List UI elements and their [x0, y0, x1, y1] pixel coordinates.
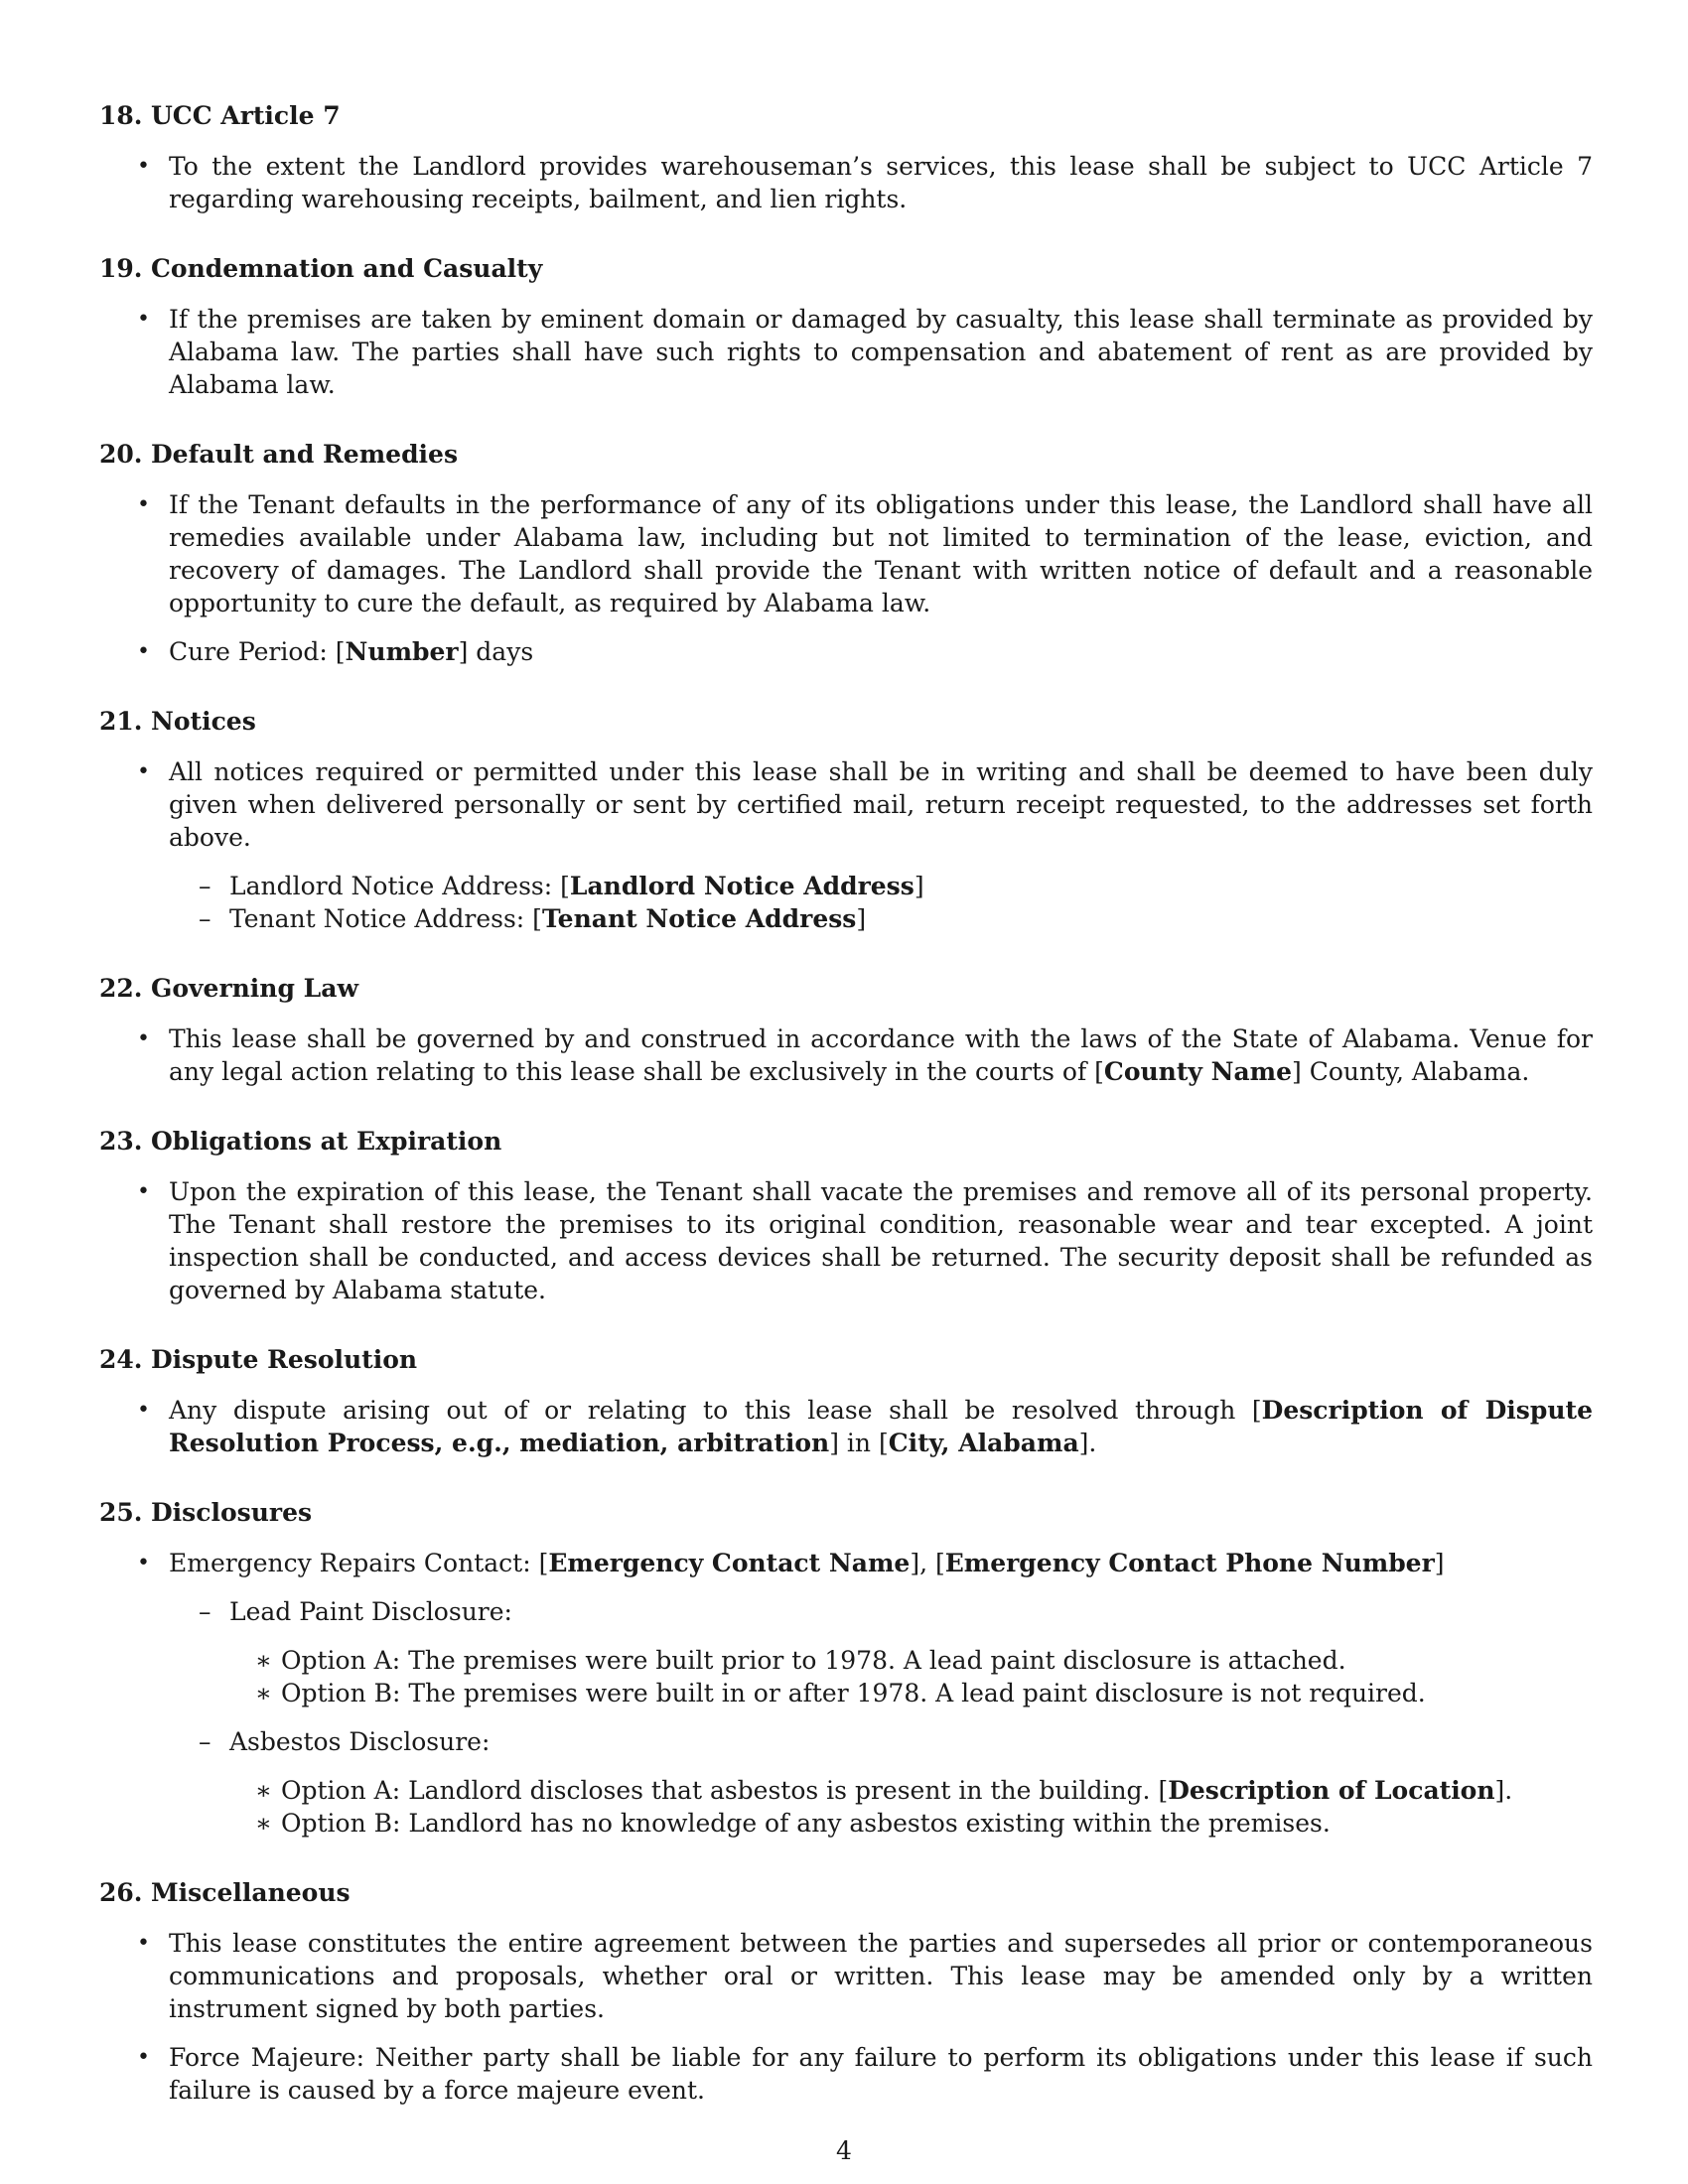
- section-title: Miscellaneous: [151, 1878, 351, 1907]
- list-item: • Upon the expiration of this lease, the Tenant shall vacate the premises and remove all of its personal property. The Tenant shall restore the premises to its original condition, reasonable wear and tear excepted. A joint inspection shall be conducted, and access devices shall be returned. The security deposit shall be refunded as governed by Alabama statute.: [137, 1177, 1593, 1304]
- bullet-icon: •: [137, 1931, 150, 1956]
- section-governing-law: [99, 972, 1593, 1088]
- section-notices: [99, 705, 1593, 935]
- list-item: • If the premises are taken by eminent domain or damaged by casualty, this lease shall terminate as provided by Alabama law. The parties shall have such rights to compensation and abatement of rent as are provided by Alabama law.: [137, 305, 1593, 399]
- list-item: • To the extent the Landlord provides warehouseman’s services, this lease shall be subject to UCC Article 7 regarding warehousing receipts, bailment, and lien rights.: [137, 152, 1593, 213]
- sub-item-lead-paint: – Lead Paint Disclosure: ∗ Option A: The premises were built prior to 1978. A lead paint disclosure is attached. ∗ Option B: The premises were built in or after 1978. A lead paint disclosure is not required.: [169, 1595, 1593, 1709]
- list-item: • All notices required or permitted under this lease shall be in writing and shall be deemed to have been duly given when delivered personally or sent by certified mail, return receipt requested, to the addresses set forth above. – Landlord Notice Address: [Landlord Notice Address] – Tenant Notice Address: [Tenant Notice Address]: [137, 757, 1593, 933]
- list-item-emergency-contact: • Emergency Repairs Contact: [Emergency Contact Name], [Emergency Contact Phone Number] – Lead Paint Disclosure: ∗ Option A: The premises were built prior to 1978. A lead paint disclosure is attached. ∗ Option B: The premises were built in or after 1978. A lead paint disclosure is not required. – Asbestos Disclosure: ∗ Option A: Landlord discloses that asbestos is present in the building. [Description of Location]. ∗ Option B: Landlord has no knowledge of any asbestos existing within the premises.: [99, 1547, 1593, 1840]
- document-body: [99, 99, 1593, 2143]
- list-item: • This lease shall be governed by and construed in accordance with the laws of the State of Alabama. Venue for any legal action relating to this lease shall be exclusively in the courts of [County Name] County, Alabama.: [137, 1024, 1593, 1086]
- placeholder-field: Emergency Contact Name: [548, 1549, 911, 1577]
- section-heading: [99, 1125, 1593, 1158]
- list-item-force-majeure: • Force Majeure: Neither party shall be liable for any failure to perform its obligations under this lease if such failure is caused by a force majeure event.: [137, 2043, 1593, 2105]
- sub-item-landlord-address: – Landlord Notice Address: [Landlord Notice Address]: [199, 872, 924, 900]
- section-number: 23.: [99, 1127, 143, 1156]
- section-heading: [99, 705, 1593, 738]
- section-number: 26.: [99, 1878, 143, 1907]
- dash-icon: –: [199, 904, 211, 933]
- placeholder-field: City, Alabama: [888, 1429, 1079, 1457]
- section-heading: [99, 252, 1593, 285]
- section-ucc-article-7: [99, 99, 1593, 215]
- option-item: ∗ Option B: The premises were built in or after 1978. A lead paint disclosure is not required.: [255, 1679, 1426, 1707]
- option-item: ∗ Option A: Landlord discloses that asbestos is present in the building. [Description of Location].: [255, 1776, 1513, 1805]
- section-number: 22.: [99, 974, 143, 1003]
- option-item: ∗ Option B: Landlord has no knowledge of any asbestos existing within the premises.: [255, 1809, 1331, 1838]
- section-number: 18.: [99, 101, 143, 130]
- section-title: Notices: [151, 707, 256, 736]
- section-number: 24.: [99, 1345, 143, 1374]
- placeholder-field: Emergency Contact Phone Number: [944, 1549, 1435, 1577]
- placeholder-field: Tenant Notice Address: [541, 904, 857, 933]
- asterisk-icon: ∗: [255, 1809, 272, 1838]
- section-title: Default and Remedies: [151, 440, 459, 469]
- bullet-icon: •: [137, 154, 150, 179]
- list-item-cure-period: • Cure Period: [Number] days: [137, 637, 534, 666]
- section-title: Obligations at Expiration: [151, 1127, 502, 1156]
- section-heading: [99, 1496, 1593, 1529]
- section-title: Governing Law: [151, 974, 358, 1003]
- bullet-icon: •: [137, 492, 150, 517]
- section-number: 20.: [99, 440, 143, 469]
- section-obligations-expiration: [99, 1125, 1593, 1306]
- bullet-icon: •: [137, 1179, 150, 1204]
- section-number: 19.: [99, 254, 143, 283]
- placeholder-field: County Name: [1103, 1057, 1293, 1086]
- asterisk-icon: ∗: [255, 1646, 272, 1675]
- page-number: 4: [836, 2136, 852, 2165]
- bullet-icon: •: [137, 1398, 150, 1423]
- section-default-remedies: [99, 438, 1593, 668]
- section-heading: [99, 99, 1593, 132]
- section-title: Disclosures: [151, 1498, 313, 1527]
- section-miscellaneous: [99, 1876, 1593, 2107]
- list-item: • This lease constitutes the entire agreement between the parties and supersedes all prior or contemporaneous communications and proposals, whether oral or written. This lease may be amended only by a written instrument signed by both parties.: [137, 1929, 1593, 2023]
- placeholder-field: Number: [345, 637, 459, 666]
- section-dispute-resolution: [99, 1343, 1593, 1459]
- section-condemnation-casualty: [99, 252, 1593, 401]
- bullet-icon: •: [137, 1551, 150, 1575]
- asterisk-icon: ∗: [255, 1776, 272, 1805]
- bullet-icon: •: [137, 307, 150, 332]
- section-heading: [99, 1343, 1593, 1376]
- placeholder-field: Description of Dispute Resolution Process, e.g., mediation, arbitration: [169, 1396, 1593, 1457]
- bullet-icon: •: [137, 639, 150, 664]
- section-heading: [99, 1876, 1593, 1909]
- placeholder-field: Landlord Notice Address: [569, 872, 914, 900]
- section-number: 25.: [99, 1498, 143, 1527]
- section-title: UCC Article 7: [151, 101, 341, 130]
- sub-item-asbestos: – Asbestos Disclosure: ∗ Option A: Landlord discloses that asbestos is present in the building. [Description of Location]. ∗ Option B: Landlord has no knowledge of any asbestos existing within the premises.: [169, 1725, 1593, 1840]
- list-item: • If the Tenant defaults in the performance of any of its obligations under this lease, the Landlord shall have all remedies available under Alabama law, including but not limited to termination of the lease, eviction, and recovery of damages. The Landlord shall provide the Tenant with written notice of default and a reasonable opportunity to cure the default, as required by Alabama law.: [137, 490, 1593, 617]
- bullet-icon: •: [137, 1026, 150, 1051]
- section-heading: [99, 972, 1593, 1005]
- sub-item-tenant-address: – Tenant Notice Address: [Tenant Notice Address]: [199, 904, 867, 933]
- section-title: Condemnation and Casualty: [151, 254, 543, 283]
- section-number: 21.: [99, 707, 143, 736]
- dash-icon: –: [199, 1727, 211, 1756]
- dash-icon: –: [199, 872, 211, 900]
- dash-icon: –: [199, 1597, 211, 1626]
- asterisk-icon: ∗: [255, 1679, 272, 1707]
- section-title: Dispute Resolution: [151, 1345, 418, 1374]
- bullet-icon: •: [137, 759, 150, 784]
- option-item: ∗ Option A: The premises were built prior to 1978. A lead paint disclosure is attached.: [255, 1646, 1346, 1675]
- bullet-icon: •: [137, 2045, 150, 2070]
- list-item: • Any dispute arising out of or relating to this lease shall be resolved through [Description of Dispute Resolution Process, e.g., mediation, arbitration] in [City, Alabama].: [137, 1396, 1593, 1457]
- placeholder-field: Description of Location: [1168, 1776, 1495, 1805]
- section-heading: [99, 438, 1593, 471]
- section-disclosures: [99, 1496, 1593, 1840]
